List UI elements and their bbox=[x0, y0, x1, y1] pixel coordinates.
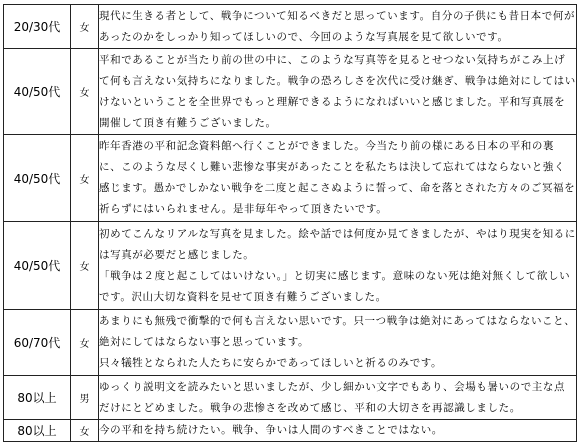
age-cell: 60/70代 bbox=[4, 310, 71, 376]
table-row bbox=[4, 376, 577, 420]
comment-cell bbox=[99, 376, 577, 420]
age-cell: 80以上 bbox=[4, 376, 71, 420]
age-cell: 40/50代 bbox=[4, 49, 71, 135]
table-row bbox=[4, 222, 577, 310]
table-row bbox=[4, 420, 577, 442]
comment-text: 平和であることが当たり前の世の中に、このような写真等を見るとせつない気持ちがこみ上げて何も言えない気持ちになりました。戦争の恐ろしさを次代に受け継ぎ、戦争は絶対にしてはいけないということを全世界でもっと理解できるようになればいいと感じました。平和写真展を開催して頂き有難うございました。 bbox=[99, 53, 576, 129]
comment-text: 「戦争は２度と起こしてはいけない。」と切実に感じます。意味のない死は絶対無くして欲しいです。沢山大切な資料を見せて頂き有難うございました。 bbox=[99, 269, 571, 303]
gender-cell: 女 bbox=[71, 135, 99, 222]
comment-cell bbox=[99, 135, 577, 222]
gender-cell: 女 bbox=[71, 310, 99, 376]
comment-text: 現代に生きる者として、戦争について知るべきだと思っています。自分の子供にも昔日本で何があったのかをしっかり知ってほしいので、今回のような写真展を見て欲しいです。 bbox=[99, 9, 576, 43]
comment-cell bbox=[99, 310, 577, 376]
comment-cell bbox=[99, 49, 577, 135]
gender-cell: 女 bbox=[71, 49, 99, 135]
comment-cell bbox=[99, 5, 577, 49]
comment-text: ゆっくり説明文を読みたいと思いましたが、少し細かい文字でもあり、会場も暑いので主な点だけにとどめました。戦争の悲惨さを改めて感じ、平和の大切さを再認識しました。 bbox=[99, 380, 566, 414]
age-cell: 40/50代 bbox=[4, 135, 71, 222]
table-row bbox=[4, 135, 577, 222]
age-cell: 20/30代 bbox=[4, 5, 71, 49]
gender-cell: 女 bbox=[71, 5, 99, 49]
comment-text: 昨年香港の平和記念資料館へ行くことができました。今当たり前の様にある日本の平和の裏に、このような尽くし難い悲惨な事実があったことを私たちは決して忘れてはならないと強く感じます。愚かでしかない戦争を二度と起こさぬように誓って、命を落とされた方々のご冥福を祈らずにはいられません。是非毎年やって頂きたいです。 bbox=[99, 140, 576, 215]
comment-cell bbox=[99, 222, 577, 310]
comment-text: 今の平和を持ち続けたい。戦争、争いは人間のすべきことではない。 bbox=[99, 424, 443, 436]
table-row bbox=[4, 49, 577, 135]
comment-cell bbox=[99, 420, 577, 442]
age-cell: 80以上 bbox=[4, 420, 71, 442]
comment-text: 只々犠牲となられた人たちに安らかであってほしいと祈るのみです。 bbox=[99, 357, 443, 369]
comment-text: あまりにも無残で衝撃的で何も言えない思いです。只一つ戦争は絶対にあってはならないこと、絶対にしてはならない事と思っています。 bbox=[99, 315, 576, 348]
gender-cell: 男 bbox=[71, 376, 99, 420]
age-cell: 40/50代 bbox=[4, 222, 71, 310]
table-row bbox=[4, 310, 577, 376]
gender-cell: 女 bbox=[71, 222, 99, 310]
table-row bbox=[4, 5, 577, 49]
survey-comments-table bbox=[3, 4, 577, 442]
gender-cell: 女 bbox=[71, 420, 99, 442]
comment-text: 初めてこんなリアルな写真を見ました。絵や話では何度か見てきましたが、やはり現実を知るには写真が必要だと感じました。 bbox=[99, 227, 576, 261]
